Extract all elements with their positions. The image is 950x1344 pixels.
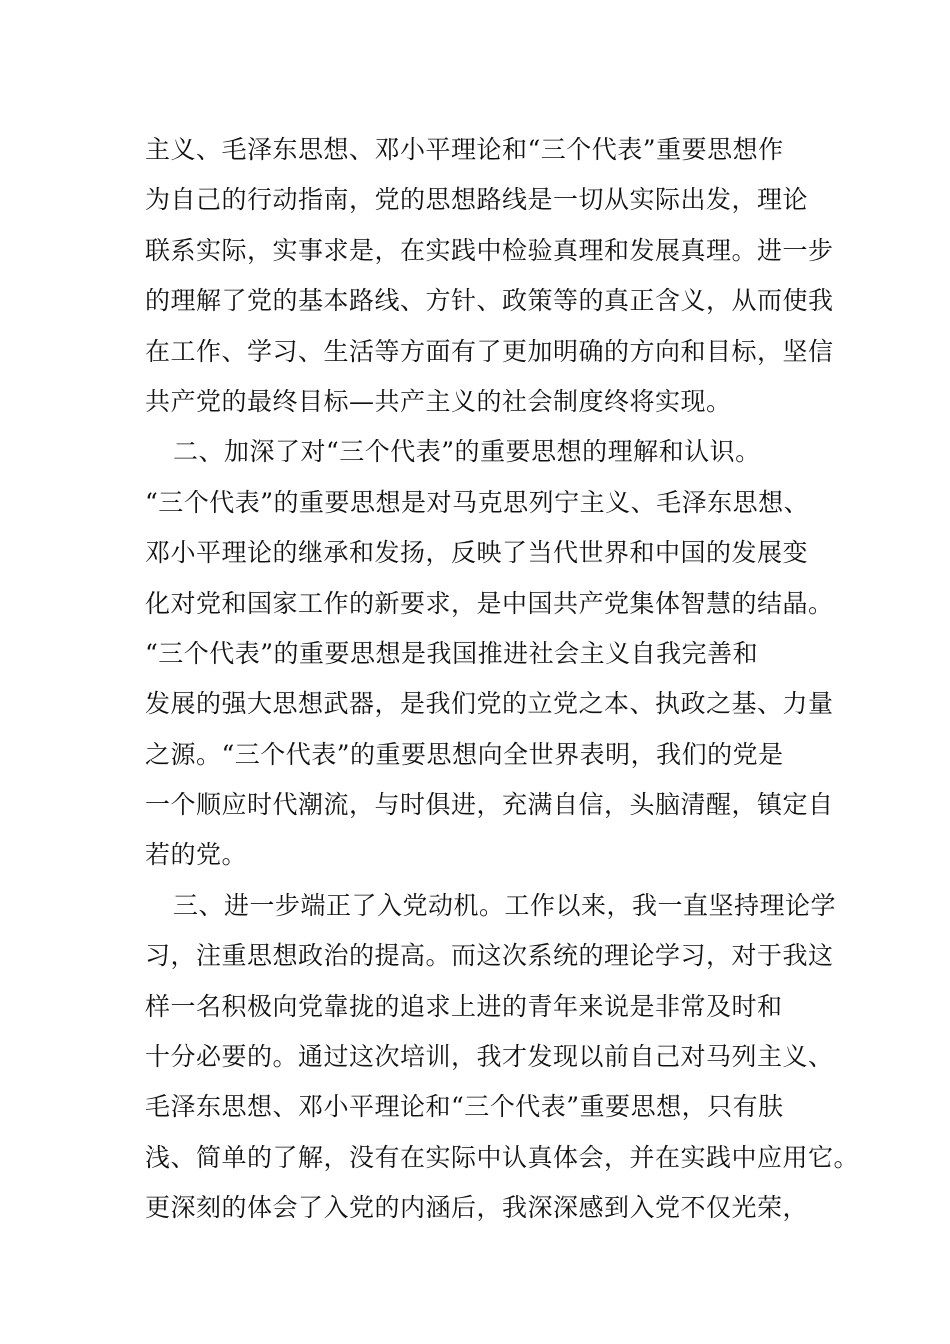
text-line: 联系实际，实事求是，在实践中检验真理和发展真理。进一步 (145, 235, 834, 265)
text-line: “三个代表”的重要思想是对马克思列宁主义、毛泽东思想、 (145, 487, 810, 517)
text-line: 为自己的行动指南，党的思想路线是一切从实际出发，理论 (145, 185, 809, 215)
text-line: 在工作、学习、生活等方面有了更加明确的方向和目标，坚信 (145, 336, 834, 366)
text-line: 更深刻的体会了入党的内涵后，我深深感到入党不仅光荣， (145, 1193, 809, 1223)
text-line: 十分必要的。通过这次培训，我才发现以前自己对马列主义、 (145, 1042, 834, 1072)
text-line: 的理解了党的基本路线、方针、政策等的真正含义，从而使我 (145, 286, 834, 316)
body-text (145, 125, 860, 1234)
text-line: 化对党和国家工作的新要求，是中国共产党集体智慧的结晶。 (145, 588, 834, 618)
text-line: “三个代表”的重要思想是我国推进社会主义自我完善和 (145, 638, 759, 668)
text-line: 邓小平理论的继承和发扬，反映了当代世界和中国的发展变 (145, 538, 809, 568)
text-line: 样一名积极向党靠拢的追求上进的青年来说是非常及时和 (145, 991, 783, 1021)
text-line: 共产党的最终目标—共产主义的社会制度终将实现。 (145, 386, 732, 416)
section-heading-3: 三、进一步端正了入党动机。工作以来，我一直坚持理论学 (173, 890, 837, 920)
text-line: 之源。“三个代表”的重要思想向全世界表明，我们的党是 (145, 739, 784, 769)
text-line: 发展的强大思想武器，是我们党的立党之本、执政之基、力量 (145, 689, 834, 719)
text-line: 习，注重思想政治的提高。而这次系统的理论学习，对于我这 (145, 941, 834, 971)
text-line: 毛泽东思想、邓小平理论和“三个代表”重要思想，只有肤 (145, 1092, 784, 1122)
text-line: 一个顺应时代潮流，与时俱进，充满自信，头脑清醒，镇定自 (145, 790, 834, 820)
text-line: 浅、简单的了解，没有在实际中认真体会，并在实践中应用它。 (145, 1142, 860, 1172)
section-heading-2: 二、加深了对“三个代表”的重要思想的理解和认识。 (173, 437, 761, 467)
text-line: 主义、毛泽东思想、邓小平理论和“三个代表”重要思想作 (145, 135, 784, 164)
text-line: 若的党。 (145, 840, 248, 870)
